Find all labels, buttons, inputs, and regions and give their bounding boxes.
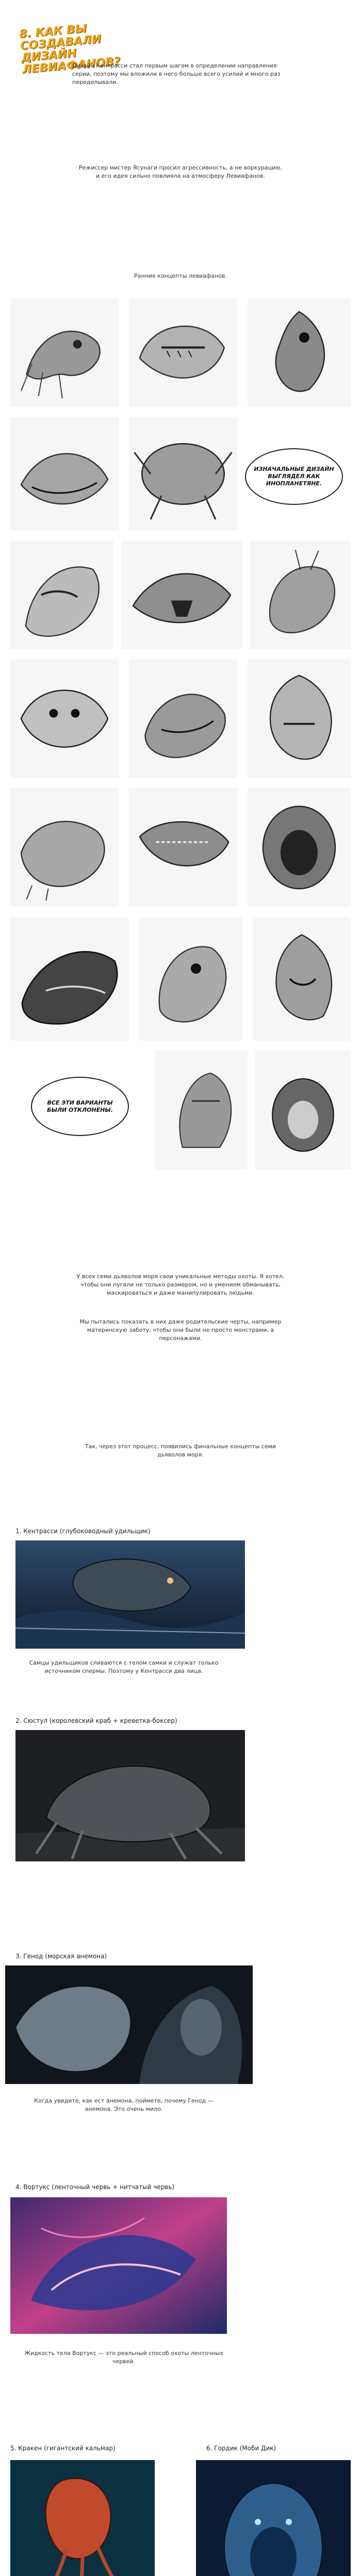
concept-sketch [10,917,129,1041]
leviathan-4-artwork [10,2197,227,2334]
hunt-paragraph-2: Мы пытались показать в них даже родительские черты, например материнскую заботу, чтобы они были не просто монстрами, а персонажами. [79,1318,282,1342]
leviathan-1-artwork [15,1540,245,1649]
concept-sketch [248,788,351,907]
leviathan-1-caption: Самцы удильщиков сливаются с телом самки и служат только источником спермы. Поэтому у Кентрасси два лица. [29,1659,219,1674]
speech-bubble: ИЗНАЧАЛЬНЫЕ ДИЗАЙН ВЫГЛЯДЕЛ КАК ИНОПЛАНЕТЯНЕ. [245,448,343,505]
leviathan-6-artwork [196,2460,351,2576]
leviathan-2-label: 2. Сюстул (королевский краб + креветка-боксер) [15,1717,177,1724]
concept-sketch [129,417,237,531]
concept-sketch [10,417,119,531]
concept-sketch [10,541,113,649]
leviathan-6-label: 6. Гордик (Моби Дик) [206,2445,276,2452]
concept-sketch [129,788,237,907]
early-concepts-heading: Ранние концепты левиафанов. [134,273,227,279]
leviathan-4-label: 4. Вортукс (ленточный червь + нитчатый червь) [15,2183,175,2191]
concept-sketch [10,659,119,778]
intro-paragraph: Дизайн Кентрасси стал первым шагом в определении направления серии, поэтому мы вложили в него больше всего усилий и много раз переделывали. [72,62,281,86]
leviathan-3-artwork [5,1965,253,2084]
leviathan-2-artwork [15,1730,245,1861]
leviathan-5-artwork [10,2460,155,2576]
director-paragraph: Режиссер мистер Ясунаги просил агрессивность, а не воркурацию, и его идея сильно повлияла на атмосферу Левиафанов. [78,164,283,179]
page-title: 8. КАК ВЫ СОЗДАВАЛИ ДИЗАЙН ЛЕВИАФАНОВ? [19,22,121,77]
concept-sketch [253,917,351,1041]
concept-sketch [250,541,351,649]
concept-sketch [10,299,119,407]
concept-sketch [155,1051,248,1170]
concept-sketch [139,917,242,1041]
concept-sketch [129,299,237,407]
concept-sketch [248,299,351,407]
hunt-paragraph-1: У всех семи дьяволов моря свои уникальные методы охоты. Я хотел, чтобы они пугали не только размером, но и умением обманывать, маскироваться и даже манипулировать людьми. [76,1273,285,1296]
leviathan-3-label: 3. Генод (морская анемона) [15,1953,107,1960]
final-intro-paragraph: Так, через этот процесс, появились финальные концепты семи дьяволов моря. [85,1443,276,1458]
leviathan-4-caption: Жидкость тела Вортукс — это реальный способ охоты ленточных червей. [24,2350,223,2365]
concept-sketch [248,659,351,778]
concept-sketch [129,659,237,778]
leviathan-1-label: 1. Кентрасси (глубоководный удильщик) [15,1528,151,1535]
leviathan-3-caption: Когда увидите, как ест анемона, поймете, почему Генод — анемона. Это очень мило. [34,2097,214,2112]
speech-bubble: ВСЕ ЭТИ ВАРИАНТЫ БЫЛИ ОТКЛОНЕНЫ. [31,1077,129,1136]
concept-sketch [255,1051,351,1170]
concept-sketch [10,788,119,907]
leviathan-5-label: 5. Кракен (гигантский кальмар) [10,2445,116,2452]
concept-sketch [121,541,242,649]
